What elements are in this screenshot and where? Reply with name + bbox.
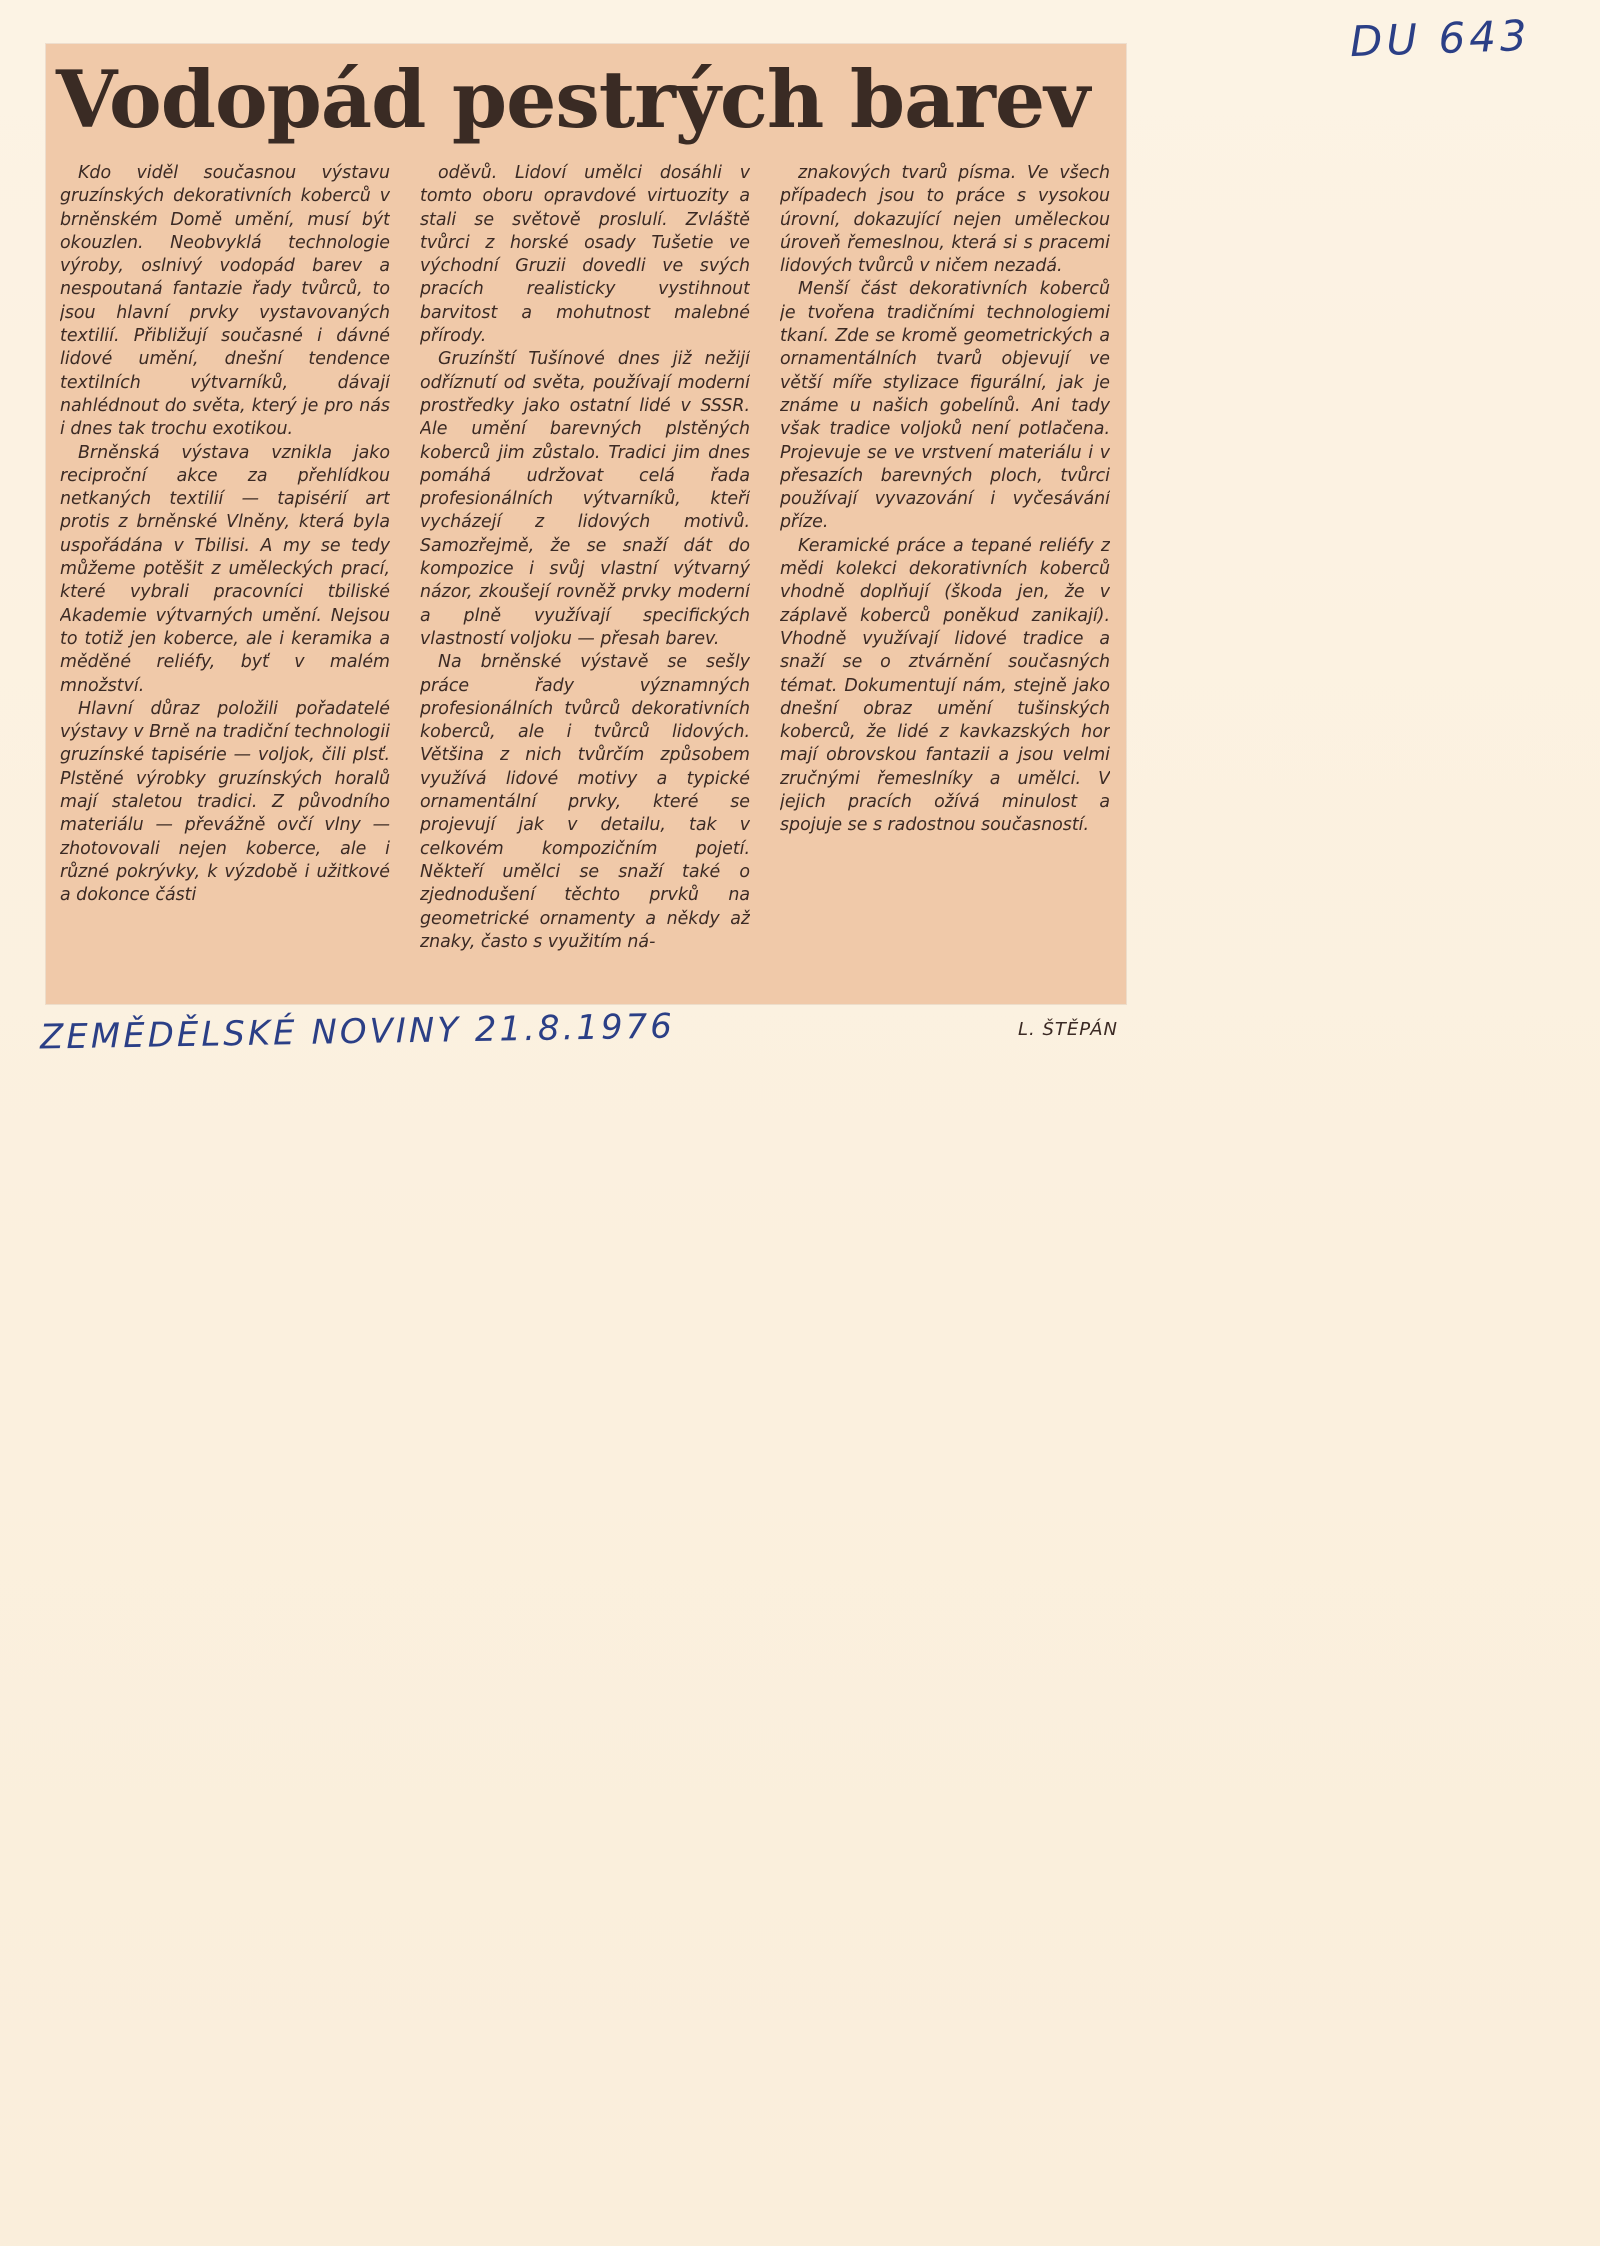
paragraph: Na brněnské výstavě se sešly práce řady významných profesionálních tvůrců dekorativních koberců, ale i tvůrců lidových. Většina z nich tvůrčím způsobem využívá lidové motivy a typické ornamentální prvky, které se projevují jak v detailu, tak v celkovém kompozičním pojetí. Někteří umělci se snaží také o zjednodušení těchto prvků na geometrické ornamenty a někdy až znaky, často s využitím ná- bbox=[420, 652, 750, 952]
article-column-2 bbox=[420, 162, 750, 1002]
paragraph: Kdo viděl současnou výstavu gruzínských dekorativních koberců v brněnském Domě umění, musí být okouzlen. Neobvyklá technologie výroby, oslnivý vodopád barev a nespoutaná fantazie řady tvůrců, to jsou hlavní prvky vystavovaných textilií. Přibližují současné i dávné lidové umění, dnešní tendence textilních výtvarníků, dávají nahlédnout do světa, který je pro nás i dnes tak trochu exotikou. bbox=[60, 163, 390, 440]
paragraph: Menší část dekorativních koberců je tvořena tradičními technologiemi tkaní. Zde se kromě geometrických a ornamentálních tvarů objevují ve větší míře stylizace figurální, jak je známe u našich gobelínů. Ani tady však tradice voljoků není potlačena. Projevuje se ve vrstvení materiálu i v přesazích barevných ploch, tvůrci používají vyvazování i vyčesávání příze. bbox=[780, 279, 1110, 533]
paragraph: znakových tvarů písma. Ve všech případech jsou to práce s vysokou úrovní, dokazující nejen uměleckou úroveň řemeslnou, která si s pracemi lidových tvůrců v ničem nezadá. bbox=[780, 163, 1110, 277]
paragraph: Gruzínští Tušínové dnes již nežijí odříznutí od světa, používají moderní prostředky jako ostatní lidé v SSSR. Ale umění barevných plstěných koberců jim zůstalo. Tradici jim dnes pomáhá udržovat celá řada profesionálních výtvarníků, kteří vycházejí z lidových motivů. Samozřejmě, že se snaží dát do kompozice i svůj vlastní výtvarný názor, zkoušejí rovněž prvky moderní a plně využívají specifických vlastností voljoku — přesah barev. bbox=[420, 349, 750, 649]
article-column-1 bbox=[60, 162, 390, 1002]
article-column-3 bbox=[780, 162, 1110, 1002]
article-headline: Vodopád pestrých barev bbox=[56, 53, 1090, 146]
archive-code: DU 643 bbox=[1349, 10, 1532, 67]
paragraph: oděvů. Lidoví umělci dosáhli v tomto oboru opravdové virtuozity a stali se světově proslulí. Zvláště tvůrci z horské osady Tušetie ve východní Gruzii dovedli ve svých pracích realisticky vystihnout barvitost a mohutnost malebné přírody. bbox=[420, 163, 750, 347]
handwritten-source-note: ZEMĚDĚLSKÉ NOVINY 21.8.1976 bbox=[39, 1006, 676, 1058]
paragraph: Keramické práce a tepané reliéfy z mědi kolekci dekorativních koberců vhodně doplňují (škoda jen, že v záplavě koberců poněkud zanikají). Vhodně využívají lidové tradice a snaží se o ztvárnění současných témat. Dokumentují nám, stejně jako dnešní obraz umění tušinských koberců, že lidé z kavkazských hor mají obrovskou fantazii a jsou velmi zručnými řemeslníky a umělci. V jejich pracích ožívá minulost a spojuje se s radostnou současností. bbox=[780, 535, 1110, 836]
paragraph: Brněnská výstava vznikla jako reciproční akce za přehlídkou netkaných textilií — tapisérií art protis z brněnské Vlněny, která byla uspořádána v Tbilisi. A my se tedy můžeme potěšit z uměleckých prací, které vybrali pracovníci tbiliské Akademie výtvarných umění. Nejsou to totiž jen koberce, ale i keramika a měděné reliéfy, byť v malém množství. bbox=[60, 442, 390, 696]
article-body bbox=[60, 162, 1110, 1002]
paragraph: Hlavní důraz položili pořadatelé výstavy v Brně na tradiční technologii gruzínské tapisérie — voljok, čili plsť. Plstěné výrobky gruzínských horalů mají staletou tradici. Z původního materiálu — převážně ovčí vlny — zhotovovali nejen koberce, ale i různé pokrývky, k výzdobě i užitkové a dokonce části bbox=[60, 698, 390, 906]
author-byline: L. ŠTĚPÁN bbox=[1018, 1019, 1119, 1040]
